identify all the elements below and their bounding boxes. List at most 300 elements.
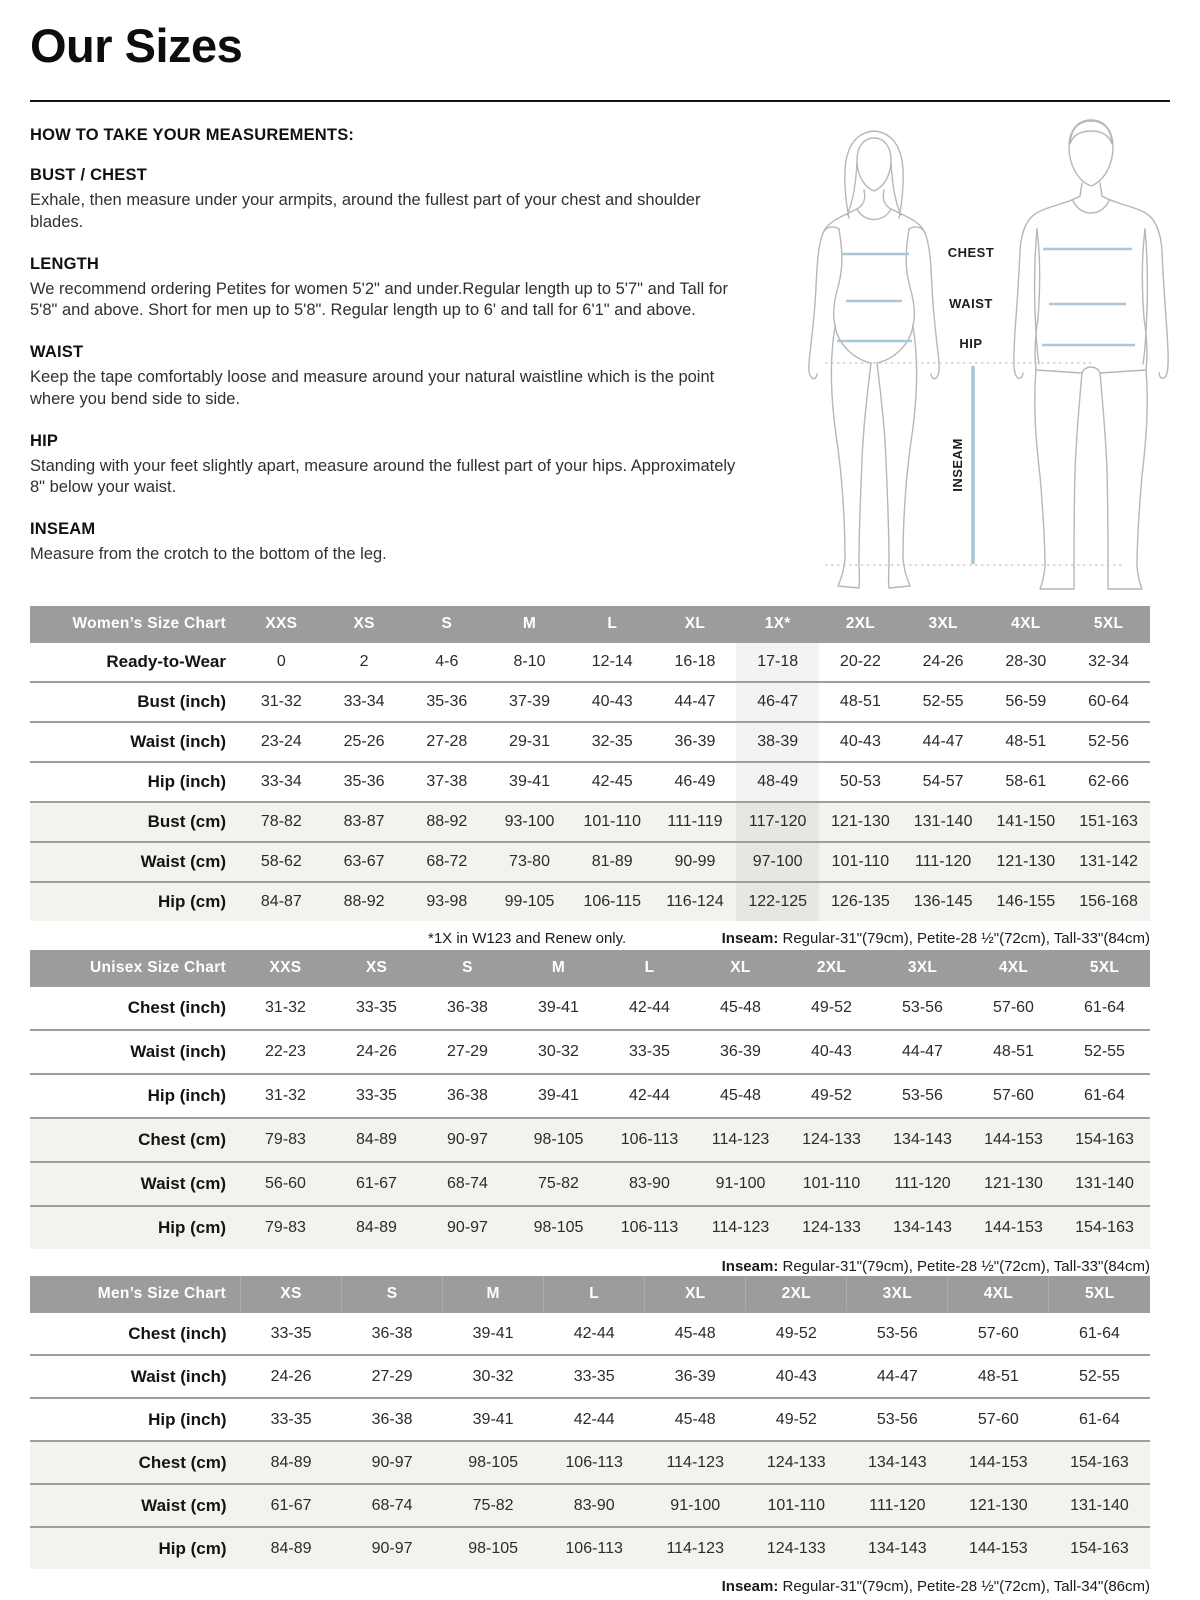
size-cell: 36-39 [645, 1355, 746, 1398]
womens-table-footnotes [30, 930, 1150, 947]
size-cell: 68-72 [405, 842, 488, 882]
womens-size-chart-table [30, 606, 1150, 921]
size-cell: 25-26 [323, 722, 406, 762]
section-body: Measure from the crotch to the bottom of the leg. [30, 545, 387, 564]
table-row [30, 1030, 1150, 1074]
size-cell: 54-57 [902, 762, 985, 802]
size-cell: 106-113 [544, 1527, 645, 1569]
size-cell: 117-120 [736, 802, 819, 842]
table-body [30, 1312, 1150, 1569]
size-cell: 49-52 [746, 1312, 847, 1355]
row-label: Waist (inch) [30, 722, 240, 762]
row-label: Hip (cm) [30, 1206, 240, 1249]
size-cell: 81-89 [571, 842, 654, 882]
column-header: S [422, 950, 513, 986]
instructions-heading: HOW TO TAKE YOUR MEASUREMENTS: [30, 126, 355, 144]
size-cell: 90-97 [342, 1527, 443, 1569]
page-title: Our Sizes [30, 19, 243, 72]
size-cell: 31-32 [240, 682, 323, 722]
size-cell: 27-29 [422, 1030, 513, 1074]
size-cell: 33-35 [241, 1398, 342, 1441]
body-figures-illustration [778, 112, 1200, 600]
size-cell: 32-35 [571, 722, 654, 762]
table-row [30, 762, 1150, 802]
column-header: XS [323, 606, 406, 642]
diagram-waist-label: WAIST [949, 296, 993, 311]
column-header: 3XL [877, 950, 968, 986]
size-cell: 61-64 [1059, 986, 1150, 1030]
size-cell: 44-47 [902, 722, 985, 762]
section-title: LENGTH [30, 254, 100, 273]
row-label: Ready-to-Wear [30, 642, 240, 682]
size-cell: 131-142 [1067, 842, 1150, 882]
size-cell: 45-48 [695, 1074, 786, 1118]
size-cell: 111-120 [847, 1484, 948, 1527]
inseam-footnote-label: Inseam: [721, 1578, 779, 1595]
table-row [30, 1527, 1150, 1569]
size-cell: 106-113 [604, 1206, 695, 1249]
size-cell: 84-89 [241, 1441, 342, 1484]
size-cell: 30-32 [443, 1355, 544, 1398]
column-header: L [571, 606, 654, 642]
size-cell: 144-153 [948, 1527, 1049, 1569]
size-cell: 29-31 [488, 722, 571, 762]
size-cell: 144-153 [968, 1206, 1059, 1249]
size-cell: 36-38 [422, 986, 513, 1030]
column-header: XS [331, 950, 422, 986]
size-cell: 48-51 [984, 722, 1067, 762]
size-cell: 124-133 [786, 1118, 877, 1162]
size-cell: 33-35 [331, 1074, 422, 1118]
size-cell: 27-28 [405, 722, 488, 762]
column-header: 5XL [1067, 606, 1150, 642]
column-header: XL [645, 1276, 746, 1312]
size-cell: 88-92 [405, 802, 488, 842]
column-header: M [443, 1276, 544, 1312]
size-cell: 37-39 [488, 682, 571, 722]
section-length [30, 255, 746, 323]
size-cell: 75-82 [443, 1484, 544, 1527]
size-cell: 114-123 [695, 1118, 786, 1162]
column-header: 2XL [746, 1276, 847, 1312]
size-cell: 33-34 [240, 762, 323, 802]
size-cell: 35-36 [323, 762, 406, 802]
column-header: 2XL [819, 606, 902, 642]
size-cell: 83-90 [544, 1484, 645, 1527]
inseam-footnote-label: Inseam: [721, 930, 779, 947]
size-cell: 111-120 [877, 1162, 968, 1206]
size-cell: 27-29 [342, 1355, 443, 1398]
table-row [30, 882, 1150, 921]
table-row [30, 842, 1150, 882]
size-cell: 121-130 [984, 842, 1067, 882]
section-waist [30, 343, 746, 411]
size-cell: 134-143 [847, 1527, 948, 1569]
table-header [30, 1276, 1150, 1312]
size-cell: 0 [240, 642, 323, 682]
inseam-footnote-label: Inseam: [721, 1258, 779, 1275]
size-cell: 24-26 [331, 1030, 422, 1074]
size-cell: 44-47 [847, 1355, 948, 1398]
size-cell: 39-41 [443, 1398, 544, 1441]
size-cell: 84-89 [241, 1527, 342, 1569]
size-cell: 88-92 [323, 882, 406, 921]
table-row [30, 986, 1150, 1030]
size-cell: 45-48 [695, 986, 786, 1030]
size-cell: 57-60 [948, 1312, 1049, 1355]
table-body [30, 642, 1150, 921]
section-title: HIP [30, 431, 59, 450]
size-cell: 12-14 [571, 642, 654, 682]
row-label: Waist (inch) [30, 1355, 241, 1398]
unisex-size-chart-block [30, 950, 1150, 1275]
size-cell: 154-163 [1049, 1527, 1150, 1569]
section-inseam [30, 520, 746, 566]
size-cell: 42-44 [604, 1074, 695, 1118]
size-cell: 61-64 [1049, 1398, 1150, 1441]
size-cell: 42-45 [571, 762, 654, 802]
row-label: Hip (inch) [30, 1074, 240, 1118]
row-label: Waist (cm) [30, 1162, 240, 1206]
section-title: BUST / CHEST [30, 166, 147, 184]
column-header: XL [654, 606, 737, 642]
size-cell: 39-41 [488, 762, 571, 802]
size-cell: 101-110 [819, 842, 902, 882]
row-label: Hip (cm) [30, 1527, 241, 1569]
measurement-instructions [30, 126, 746, 566]
table-row [30, 1074, 1150, 1118]
size-cell: 98-105 [513, 1118, 604, 1162]
size-cell: 90-97 [422, 1118, 513, 1162]
column-header: 4XL [984, 606, 1067, 642]
size-cell: 49-52 [746, 1398, 847, 1441]
size-cell: 50-53 [819, 762, 902, 802]
size-cell: 33-34 [323, 682, 406, 722]
size-cell: 52-55 [902, 682, 985, 722]
mens-size-chart-block [30, 1276, 1150, 1595]
unisex-table-footnotes [30, 1258, 1150, 1275]
size-cell: 37-38 [405, 762, 488, 802]
inseam-footnote-text: Regular-31"(79cm), Petite-28 ½"(72cm), Tall-33"(84cm) [778, 930, 1150, 947]
table-title: Women’s Size Chart [30, 606, 240, 642]
size-cell: 17-18 [736, 642, 819, 682]
size-cell: 22-23 [240, 1030, 331, 1074]
table-row [30, 722, 1150, 762]
size-cell: 84-87 [240, 882, 323, 921]
size-cell: 93-100 [488, 802, 571, 842]
size-cell: 31-32 [240, 986, 331, 1030]
size-cell: 131-140 [1059, 1162, 1150, 1206]
section-hip [30, 432, 746, 500]
section-body: We recommend ordering Petites for women 5'2" and under.Regular length up to 5'7" and Tall for 5'8" and above. Short for men up to 5'8". Regular length up to 6' and tall for 6'1" and above. [30, 279, 728, 320]
size-cell: 111-119 [654, 802, 737, 842]
size-cell: 83-87 [323, 802, 406, 842]
table-title: Unisex Size Chart [30, 950, 240, 986]
size-cell: 16-18 [654, 642, 737, 682]
size-cell: 146-155 [984, 882, 1067, 921]
size-cell: 42-44 [544, 1398, 645, 1441]
size-cell: 68-74 [422, 1162, 513, 1206]
size-cell: 134-143 [877, 1206, 968, 1249]
size-cell: 141-150 [984, 802, 1067, 842]
size-cell: 116-124 [654, 882, 737, 921]
womens-size-chart-block [30, 606, 1150, 947]
diagram-chest-label: CHEST [947, 245, 995, 260]
size-cell: 90-99 [654, 842, 737, 882]
mens-size-chart-table [30, 1276, 1150, 1569]
mens-table-footnotes [30, 1578, 1150, 1595]
section-body: Standing with your feet slightly apart, measure around the fullest part of your hips. Approximately 8" below your waist. [30, 456, 736, 497]
row-label: Chest (inch) [30, 986, 240, 1030]
table-row [30, 802, 1150, 842]
size-cell: 31-32 [240, 1074, 331, 1118]
row-label: Bust (inch) [30, 682, 240, 722]
size-cell: 134-143 [847, 1441, 948, 1484]
row-label: Waist (inch) [30, 1030, 240, 1074]
size-cell: 30-32 [513, 1030, 604, 1074]
size-cell: 28-30 [984, 642, 1067, 682]
size-cell: 49-52 [786, 1074, 877, 1118]
size-cell: 91-100 [645, 1484, 746, 1527]
size-cell: 114-123 [645, 1527, 746, 1569]
size-cell: 90-97 [422, 1206, 513, 1249]
row-label: Waist (cm) [30, 1484, 241, 1527]
size-cell: 126-135 [819, 882, 902, 921]
size-cell: 52-55 [1059, 1030, 1150, 1074]
size-cell: 73-80 [488, 842, 571, 882]
row-label: Hip (cm) [30, 882, 240, 921]
column-header: 2XL [786, 950, 877, 986]
size-cell: 53-56 [877, 986, 968, 1030]
size-cell: 33-35 [331, 986, 422, 1030]
size-cell: 124-133 [786, 1206, 877, 1249]
size-cell: 84-89 [331, 1206, 422, 1249]
inseam-footnote-text: Regular-31"(79cm), Petite-28 ½"(72cm), Tall-33"(84cm) [778, 1258, 1150, 1275]
row-label: Waist (cm) [30, 842, 240, 882]
size-cell: 24-26 [902, 642, 985, 682]
size-cell: 36-39 [695, 1030, 786, 1074]
size-cell: 40-43 [786, 1030, 877, 1074]
row-label: Hip (inch) [30, 762, 240, 802]
size-cell: 38-39 [736, 722, 819, 762]
size-cell: 40-43 [746, 1355, 847, 1398]
size-cell: 42-44 [604, 986, 695, 1030]
size-cell: 56-59 [984, 682, 1067, 722]
size-cell: 114-123 [695, 1206, 786, 1249]
size-cell: 53-56 [877, 1074, 968, 1118]
size-cell: 42-44 [544, 1312, 645, 1355]
size-cell: 61-67 [241, 1484, 342, 1527]
size-cell: 39-41 [513, 986, 604, 1030]
row-label: Bust (cm) [30, 802, 240, 842]
size-cell: 49-52 [786, 986, 877, 1030]
size-cell: 101-110 [571, 802, 654, 842]
size-cell: 32-34 [1067, 642, 1150, 682]
size-cell: 61-67 [331, 1162, 422, 1206]
size-cell: 8-10 [488, 642, 571, 682]
size-cell: 52-55 [1049, 1355, 1150, 1398]
size-cell: 33-35 [241, 1312, 342, 1355]
column-header: 1X* [736, 606, 819, 642]
table-header-row [30, 1276, 1150, 1312]
size-cell: 48-51 [819, 682, 902, 722]
column-header: M [513, 950, 604, 986]
size-cell: 36-38 [342, 1312, 443, 1355]
size-cell: 33-35 [544, 1355, 645, 1398]
size-cell: 39-41 [443, 1312, 544, 1355]
size-cell: 53-56 [847, 1312, 948, 1355]
size-cell: 99-105 [488, 882, 571, 921]
column-header: XS [241, 1276, 342, 1312]
size-cell: 33-35 [604, 1030, 695, 1074]
size-cell: 154-163 [1059, 1206, 1150, 1249]
table-header [30, 950, 1150, 986]
inseam-footnote [722, 930, 1150, 947]
size-cell: 39-41 [513, 1074, 604, 1118]
size-cell: 20-22 [819, 642, 902, 682]
one-x-footnote: *1X in W123 and Renew only. [428, 930, 627, 947]
inseam-footnote-text: Regular-31"(79cm), Petite-28 ½"(72cm), Tall-34"(86cm) [778, 1578, 1150, 1595]
table-body [30, 986, 1150, 1249]
size-cell: 61-64 [1049, 1312, 1150, 1355]
column-header: XXS [240, 606, 323, 642]
column-header: S [342, 1276, 443, 1312]
diagram-inseam-label: INSEAM [950, 438, 965, 492]
size-cell: 45-48 [645, 1312, 746, 1355]
size-cell: 57-60 [948, 1398, 1049, 1441]
table-row [30, 1355, 1150, 1398]
measurement-diagram [778, 112, 1200, 600]
size-cell: 154-163 [1049, 1441, 1150, 1484]
size-cell: 57-60 [968, 986, 1059, 1030]
size-cell: 144-153 [948, 1441, 1049, 1484]
section-body: Keep the tape comfortably loose and measure around your natural waistline which is the point where you bend side to side. [30, 368, 715, 408]
table-title: Men’s Size Chart [30, 1276, 241, 1312]
size-cell: 97-100 [736, 842, 819, 882]
size-cell: 121-130 [948, 1484, 1049, 1527]
table-row [30, 1162, 1150, 1206]
size-cell: 68-74 [342, 1484, 443, 1527]
size-cell: 36-39 [654, 722, 737, 762]
row-label: Hip (inch) [30, 1398, 241, 1441]
size-cell: 79-83 [240, 1206, 331, 1249]
size-cell: 101-110 [746, 1484, 847, 1527]
size-cell: 106-113 [604, 1118, 695, 1162]
size-cell: 90-97 [342, 1441, 443, 1484]
section-title: WAIST [30, 343, 84, 362]
size-cell: 36-38 [342, 1398, 443, 1441]
size-cell: 151-163 [1067, 802, 1150, 842]
column-header: 4XL [968, 950, 1059, 986]
size-cell: 121-130 [968, 1162, 1059, 1206]
size-cell: 48-51 [968, 1030, 1059, 1074]
size-cell: 58-62 [240, 842, 323, 882]
size-cell: 75-82 [513, 1162, 604, 1206]
size-cell: 35-36 [405, 682, 488, 722]
size-cell: 78-82 [240, 802, 323, 842]
column-header: 3XL [902, 606, 985, 642]
size-cell: 106-113 [544, 1441, 645, 1484]
column-header: 5XL [1049, 1276, 1150, 1312]
size-cell: 53-56 [847, 1398, 948, 1441]
size-cell: 136-145 [902, 882, 985, 921]
size-cell: 79-83 [240, 1118, 331, 1162]
size-cell: 57-60 [968, 1074, 1059, 1118]
size-cell: 52-56 [1067, 722, 1150, 762]
size-cell: 24-26 [241, 1355, 342, 1398]
table-row [30, 1312, 1150, 1355]
column-header: L [604, 950, 695, 986]
size-cell: 154-163 [1059, 1118, 1150, 1162]
section-body: Exhale, then measure under your armpits, around the fullest part of your chest and shoulder blades. [30, 191, 701, 231]
size-cell: 63-67 [323, 842, 406, 882]
table-row [30, 1484, 1150, 1527]
table-row [30, 682, 1150, 722]
size-cell: 40-43 [819, 722, 902, 762]
size-cell: 122-125 [736, 882, 819, 921]
inseam-footnote [722, 1258, 1150, 1275]
size-cell: 45-48 [645, 1398, 746, 1441]
section-bust-chest [30, 166, 746, 234]
size-cell: 40-43 [571, 682, 654, 722]
size-cell: 156-168 [1067, 882, 1150, 921]
unisex-size-chart-table [30, 950, 1150, 1249]
inseam-footnote [722, 1578, 1150, 1595]
size-cell: 83-90 [604, 1162, 695, 1206]
size-cell: 44-47 [654, 682, 737, 722]
column-header: L [544, 1276, 645, 1312]
size-cell: 91-100 [695, 1162, 786, 1206]
table-row [30, 1398, 1150, 1441]
size-cell: 111-120 [902, 842, 985, 882]
table-row [30, 1441, 1150, 1484]
size-cell: 131-140 [1049, 1484, 1150, 1527]
size-cell: 124-133 [746, 1527, 847, 1569]
column-header: 5XL [1059, 950, 1150, 986]
size-cell: 98-105 [513, 1206, 604, 1249]
title-divider [30, 100, 1170, 102]
size-cell: 106-115 [571, 882, 654, 921]
column-header: 3XL [847, 1276, 948, 1312]
size-cell: 46-47 [736, 682, 819, 722]
size-cell: 144-153 [968, 1118, 1059, 1162]
column-header: S [405, 606, 488, 642]
size-cell: 48-51 [948, 1355, 1049, 1398]
size-cell: 48-49 [736, 762, 819, 802]
size-cell: 36-38 [422, 1074, 513, 1118]
size-cell: 84-89 [331, 1118, 422, 1162]
table-header-row [30, 606, 1150, 642]
size-cell: 44-47 [877, 1030, 968, 1074]
size-cell: 121-130 [819, 802, 902, 842]
size-cell: 60-64 [1067, 682, 1150, 722]
size-cell: 98-105 [443, 1527, 544, 1569]
size-cell: 4-6 [405, 642, 488, 682]
section-title: INSEAM [30, 520, 96, 539]
row-label: Chest (cm) [30, 1441, 241, 1484]
size-cell: 98-105 [443, 1441, 544, 1484]
diagram-hip-label: HIP [959, 336, 983, 351]
table-header [30, 606, 1150, 642]
size-cell: 58-61 [984, 762, 1067, 802]
size-cell: 134-143 [877, 1118, 968, 1162]
row-label: Chest (inch) [30, 1312, 241, 1355]
size-cell: 93-98 [405, 882, 488, 921]
column-header: XL [695, 950, 786, 986]
table-header-row [30, 950, 1150, 986]
table-row [30, 1118, 1150, 1162]
size-cell: 114-123 [645, 1441, 746, 1484]
